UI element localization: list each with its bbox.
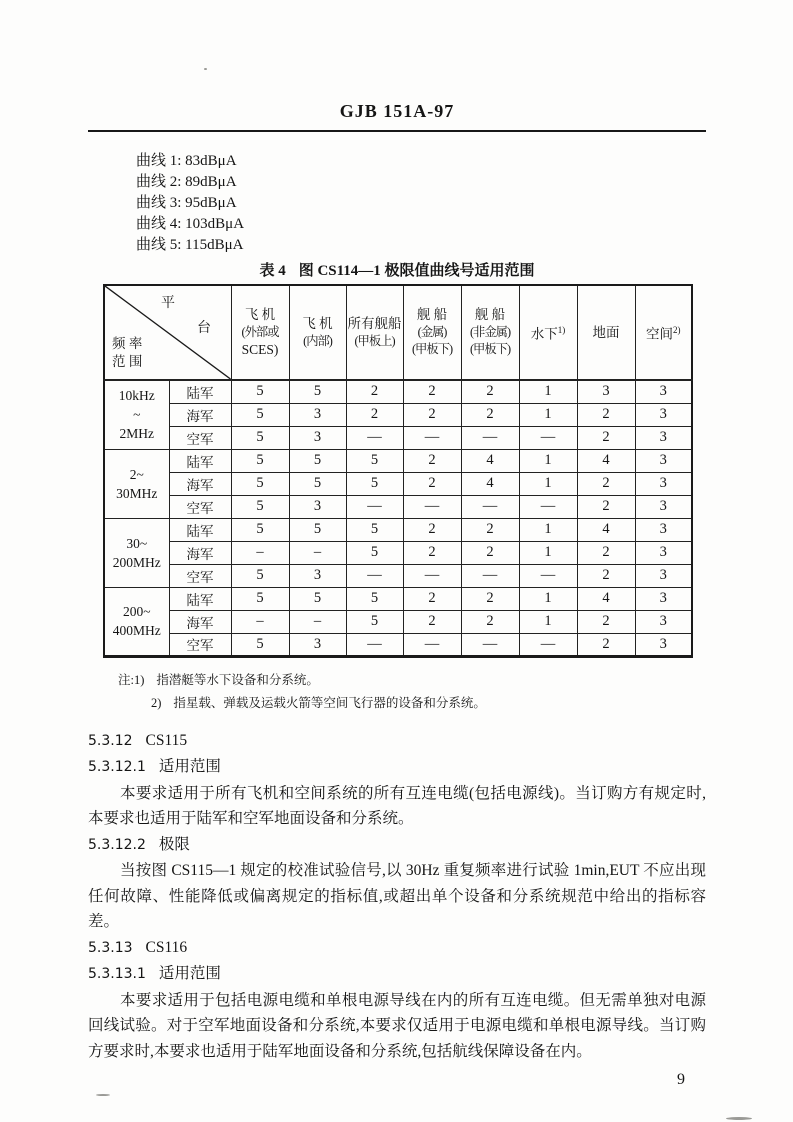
column-header xyxy=(231,285,289,380)
column-header xyxy=(403,285,461,380)
freq-line: 200~ xyxy=(122,604,151,619)
column-header-line: 飞 机 xyxy=(302,316,333,331)
column-header-line: 空间$^{2)}$ xyxy=(646,325,681,342)
curve-line: 曲线 5: 115dBμA xyxy=(136,237,244,253)
note-prefix: 2) xyxy=(151,695,162,710)
section-heading xyxy=(88,935,706,962)
curve-number-cell: 2 xyxy=(346,380,403,403)
curve-number-cell: 4 xyxy=(461,449,519,472)
curve-number-cell: 3 xyxy=(635,587,692,610)
curve-number-cell: 5 xyxy=(289,449,346,472)
freq-range-cell xyxy=(104,449,169,518)
frequency-label-line: 范 围 xyxy=(112,354,143,369)
column-header-line: 舰 船 xyxy=(474,307,506,323)
freq-line: 400MHz xyxy=(112,623,161,638)
curve-number-cell: — xyxy=(461,633,519,656)
section-number: 5.3.13.1 xyxy=(88,966,146,982)
curve-number-cell: 3 xyxy=(635,518,692,541)
curve-number-cell: 5 xyxy=(231,380,289,403)
table-row xyxy=(104,380,692,403)
column-header-line: 水下$^{1)}$ xyxy=(530,325,566,342)
curve-number-cell: 5 xyxy=(289,472,346,495)
curve-number-cell: 1 xyxy=(519,541,577,564)
platform-label-char: 平 xyxy=(161,296,175,311)
column-header-line: (甲板下) xyxy=(411,342,453,357)
curve-number-cell: 5 xyxy=(231,472,289,495)
scan-artifact xyxy=(204,68,207,70)
section-title: 适用范围 xyxy=(158,965,221,982)
column-header-line: (甲板上) xyxy=(354,333,395,348)
freq-line: 30MHz xyxy=(116,485,158,501)
freq-range-cell xyxy=(104,518,169,587)
curve-number-cell: 5 xyxy=(346,449,403,472)
curve-number-cell: — xyxy=(519,564,577,587)
note-text: 指潜艇等水下设备和分系统。 xyxy=(156,672,319,687)
column-header xyxy=(519,285,577,380)
section-number: 5.3.12.1 xyxy=(88,759,146,775)
table-row xyxy=(104,587,692,610)
freq-range-cell xyxy=(104,380,169,449)
curve-number-cell: 2 xyxy=(461,518,519,541)
column-header xyxy=(346,285,403,380)
curve-number-cell: 2 xyxy=(461,403,519,426)
platform-label-char: 台 xyxy=(197,321,211,336)
curve-number-cell: — xyxy=(461,426,519,449)
curve-number-cell: — xyxy=(461,495,519,518)
curve-number-cell: 4 xyxy=(577,518,635,541)
curve-number-cell: 5 xyxy=(231,495,289,518)
curve-number-cell: 3 xyxy=(289,495,346,518)
column-header xyxy=(461,285,519,380)
curve-number-cell: — xyxy=(519,633,577,656)
column-header-line: (内部) xyxy=(303,333,332,348)
service-cell: 海军 xyxy=(169,403,231,426)
curve-number-cell: 2 xyxy=(403,518,461,541)
section-title: CS115 xyxy=(145,731,188,749)
curve-number-cell: 2 xyxy=(577,426,635,449)
table-title xyxy=(88,259,706,280)
column-header-line: (外部或 xyxy=(241,324,279,339)
curve-number-cell: 5 xyxy=(346,472,403,495)
page-number: 9 xyxy=(677,1071,685,1088)
curve-number-cell: — xyxy=(519,426,577,449)
curve-number-cell: 5 xyxy=(289,518,346,541)
table-note xyxy=(151,692,706,715)
curve-number-cell: 2 xyxy=(403,472,461,495)
curve-number-cell: — xyxy=(519,495,577,518)
column-header-line: 飞 机 xyxy=(244,307,276,323)
section-heading xyxy=(88,728,706,755)
curve-number-cell: 1 xyxy=(519,403,577,426)
table-row xyxy=(104,495,692,518)
curve-number-cell: 5 xyxy=(231,403,289,426)
service-cell: 海军 xyxy=(169,610,231,633)
freq-line: 2MHz xyxy=(119,426,154,442)
curve-number-cell: 3 xyxy=(635,449,692,472)
body-paragraph: 当按图 CS115—1 规定的校准试验信号,以 30Hz 重复频率进行试验 1min,EUT 不应出现任何故障、性能降低或偏离规定的指标值,或超出单个设备和分系统规范中给出的指标容差。 xyxy=(88,862,706,930)
section-title: 极限 xyxy=(158,835,190,853)
service-cell: 海军 xyxy=(169,541,231,564)
curve-number-cell: 2 xyxy=(403,403,461,426)
curve-number-cell: 3 xyxy=(635,495,692,518)
curve-number-cell: 5 xyxy=(289,380,346,403)
curve-applicability-table xyxy=(103,284,693,658)
freq-line: 200MHz xyxy=(112,554,161,570)
column-header xyxy=(289,285,346,380)
curve-number-cell: 5 xyxy=(231,633,289,656)
curve-number-cell: 2 xyxy=(577,472,635,495)
curve-number-cell: 2 xyxy=(403,541,461,564)
curve-number-cell: – xyxy=(289,610,346,633)
curve-number-cell: 1 xyxy=(519,518,577,541)
table-body xyxy=(104,380,692,656)
curve-number-cell: 3 xyxy=(635,380,692,403)
service-cell: 海军 xyxy=(169,472,231,495)
freq-range-cell xyxy=(104,587,169,656)
table-row xyxy=(104,403,692,426)
column-header-line: (非金属) xyxy=(469,324,511,339)
column-header-line: (金属) xyxy=(417,324,447,339)
curve-number-cell: 2 xyxy=(461,541,519,564)
curve-number-cell: 3 xyxy=(635,403,692,426)
footnote-ref: 1) xyxy=(557,325,566,335)
curve-number-cell: 2 xyxy=(577,495,635,518)
curve-number-cell: — xyxy=(403,426,461,449)
curve-number-cell: — xyxy=(346,564,403,587)
curve-number-cell: — xyxy=(403,564,461,587)
curve-number-cell: 2 xyxy=(461,587,519,610)
column-header xyxy=(577,285,635,380)
scan-artifact xyxy=(726,1117,752,1120)
service-cell: 空军 xyxy=(169,633,231,656)
note-text: 指星载、弹载及运载火箭等空间飞行器的设备和分系统。 xyxy=(173,695,486,710)
curve-number-cell: 5 xyxy=(346,518,403,541)
curve-number-cell: 3 xyxy=(289,633,346,656)
column-header-line: 所有舰船 xyxy=(347,316,402,331)
note-prefix: 注:1) xyxy=(118,672,145,687)
table-number: 表 4 xyxy=(259,263,286,279)
curve-number-cell: 3 xyxy=(289,564,346,587)
service-cell: 空军 xyxy=(169,564,231,587)
curve-number-cell: 3 xyxy=(635,472,692,495)
curve-number-cell: 5 xyxy=(231,587,289,610)
table-row xyxy=(104,610,692,633)
table-caption: 图 CS114—1 极限值曲线号适用范围 xyxy=(298,263,535,279)
curve-number-cell: 5 xyxy=(346,610,403,633)
curve-number-cell: 3 xyxy=(289,403,346,426)
service-cell: 空军 xyxy=(169,495,231,518)
curve-number-cell: 4 xyxy=(577,449,635,472)
curve-number-cell: 2 xyxy=(403,380,461,403)
service-cell: 陆军 xyxy=(169,449,231,472)
table-notes xyxy=(88,669,706,715)
section-number: 5.3.13 xyxy=(88,939,133,956)
table-row xyxy=(104,449,692,472)
curve-number-cell: 1 xyxy=(519,449,577,472)
header-rule xyxy=(88,130,706,132)
curve-number-cell: 3 xyxy=(635,564,692,587)
curve-number-cell: 2 xyxy=(577,541,635,564)
curve-number-cell: 3 xyxy=(635,610,692,633)
service-cell: 空军 xyxy=(169,426,231,449)
body-paragraph: 本要求适用于所有飞机和空间系统的所有互连电缆(包括电源线)。当订购方有规定时,本要求也适用于陆军和空军地面设备和分系统。 xyxy=(88,784,706,827)
curve-number-cell: 5 xyxy=(231,426,289,449)
curve-line: 曲线 1: 83dBμA xyxy=(136,153,237,169)
scan-artifact xyxy=(96,1094,110,1096)
curve-number-cell: 2 xyxy=(577,564,635,587)
curve-number-cell: 4 xyxy=(577,587,635,610)
table-row xyxy=(104,426,692,449)
curve-number-cell: 2 xyxy=(461,380,519,403)
curve-number-cell: — xyxy=(403,495,461,518)
curve-number-cell: 3 xyxy=(577,380,635,403)
curve-number-cell: 3 xyxy=(635,426,692,449)
freq-line: 10kHz xyxy=(118,388,155,404)
frequency-label-line: 频 率 xyxy=(112,336,143,351)
curve-number-cell: 5 xyxy=(289,587,346,610)
curve-number-cell: — xyxy=(461,564,519,587)
table-row xyxy=(104,472,692,495)
curve-number-cell: 3 xyxy=(635,633,692,656)
curve-line: 曲线 2: 89dBμA xyxy=(136,174,237,190)
section-text xyxy=(88,728,706,1065)
column-header-line: 地面 xyxy=(592,324,620,340)
curve-number-cell: 1 xyxy=(519,587,577,610)
curve-number-cell: 5 xyxy=(231,518,289,541)
section-heading xyxy=(88,754,706,781)
table-row xyxy=(104,541,692,564)
curve-line: 曲线 3: 95dBμA xyxy=(136,195,237,211)
curve-line: 曲线 4: 103dBμA xyxy=(136,216,245,232)
curve-number-cell: — xyxy=(403,633,461,656)
curve-number-cell: — xyxy=(346,426,403,449)
section-title: 适用范围 xyxy=(158,758,221,775)
curve-number-cell: — xyxy=(346,495,403,518)
curve-number-cell: 3 xyxy=(289,426,346,449)
section-heading xyxy=(88,961,706,988)
service-cell: 陆军 xyxy=(169,587,231,610)
diagonal-header-cell xyxy=(104,285,231,380)
curve-number-cell: 1 xyxy=(519,610,577,633)
service-cell: 陆军 xyxy=(169,518,231,541)
curve-number-cell: 2 xyxy=(403,449,461,472)
column-header-line: 舰 船 xyxy=(416,307,448,323)
column-header-line: (甲板下) xyxy=(469,342,511,357)
table-row xyxy=(104,518,692,541)
curve-number-cell: – xyxy=(231,610,289,633)
curve-number-cell: — xyxy=(346,633,403,656)
curve-number-cell: 3 xyxy=(635,541,692,564)
curve-number-cell: 2 xyxy=(403,587,461,610)
freq-line: 30~ xyxy=(126,535,148,551)
section-heading xyxy=(88,832,706,859)
section-number: 5.3.12 xyxy=(88,732,133,749)
body-paragraph: 本要求适用于包括电源电缆和单根电源导线在内的所有互连电缆。但无需单独对电源回线试验。对于空军地面设备和分系统,本要求仅适用于电源电缆和单根电源导线。当订购方要求时,本要求也适用于陆军地面设备和分系统,包括航线保障设备在内。 xyxy=(88,991,706,1060)
curve-number-cell: – xyxy=(289,541,346,564)
curve-number-cell: 5 xyxy=(231,449,289,472)
service-cell: 陆军 xyxy=(169,380,231,403)
table-header-row xyxy=(104,285,692,380)
curve-number-cell: 5 xyxy=(231,564,289,587)
curve-value-list xyxy=(136,151,706,256)
curve-number-cell: 2 xyxy=(577,610,635,633)
section-title: CS116 xyxy=(145,938,188,956)
curve-number-cell: 4 xyxy=(461,472,519,495)
curve-number-cell: 5 xyxy=(346,541,403,564)
curve-number-cell: 2 xyxy=(461,610,519,633)
curve-number-cell: – xyxy=(231,541,289,564)
curve-number-cell: 2 xyxy=(403,610,461,633)
freq-line: ~ xyxy=(133,407,141,423)
column-header xyxy=(635,285,692,380)
curve-number-cell: 1 xyxy=(519,472,577,495)
curve-number-cell: 2 xyxy=(577,403,635,426)
section-number: 5.3.12.2 xyxy=(88,836,146,853)
table-note xyxy=(118,669,706,692)
freq-line: 2~ xyxy=(129,466,144,482)
standard-number: GJB 151A-97 xyxy=(339,101,455,121)
table-row xyxy=(104,633,692,656)
footnote-ref: 2) xyxy=(673,325,681,335)
curve-number-cell: 5 xyxy=(346,587,403,610)
curve-number-cell: 2 xyxy=(346,403,403,426)
curve-number-cell: 1 xyxy=(519,380,577,403)
column-header-line: SCES) xyxy=(241,342,279,358)
curve-number-cell: 2 xyxy=(577,633,635,656)
table-row xyxy=(104,564,692,587)
